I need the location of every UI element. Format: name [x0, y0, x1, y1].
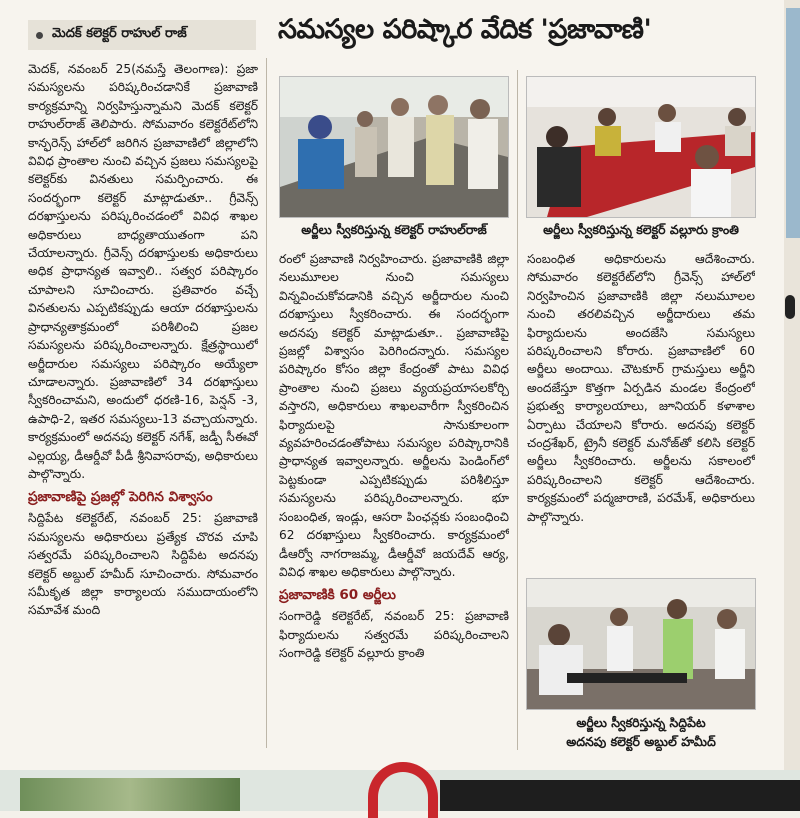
photo-additional-collector-abdul-hameed — [526, 578, 756, 710]
article-column-2 — [279, 250, 509, 750]
photo-caption-line: అదనపు కలెక్టర్ అబ్దుల్ హమీద్ — [566, 734, 716, 749]
photo-caption: అర్జీలు స్వీకరిస్తున్న కలెక్టర్ రాహుల్‌రాజ్ — [301, 222, 487, 237]
article-paragraph: రంలో ప్రజావాణి నిర్వహించారు. ప్రజావాణికి జిల్లా నలుమూలల నుంచి సమస్యలు విన్నవించుకోవడానికి వచ్చిన అర్జీదారుల నుంచి దరఖాస్తులు స్వీకరించారు. ఈ సందర్భంగా అదనపు కలెక్టర్ మాట్లాడుతూ.. ప్రజావాణిపై ప్రజల్లో విశ్వాసం పెరిగిందన్నారు. సమస్యల పరిష్కారం కోసం జిల్లా కేంద్రంతో పాటు వివిధ ప్రాంతాల నుంచి ప్రజలు వ్యయప్రయాసలకోర్చి వస్తారని, అధికారులు శాఖలవారీగా స్వీకరించిన ఫిర్యాదులపై సానుకూలంగా వ్యవహరించడంతోపాటు సమస్యల పరిష్కారానికి ప్రాధాన్యత ఇవ్వాలన్నారు. అర్జీలను పెండింగ్‌లో పెట్టకుండా ఎప్పటికప్పుడు పరిశీలిస్తూ సమస్యలను పరిష్కరించాలన్నారు. భూ సంబంధిత, ఇండ్లు, ఆసరా పింఛన్లకు సంబంధించి 62 దరఖాస్తులు స్వీకరించారు. కార్యక్రమంలో డీఆర్వో నాగరాజమ్మ, డీఆర్డీవో జయదేవ్ ఆర్య, వివిధ శాఖల అధికారులు పాల్గొన్నారు. — [279, 252, 509, 579]
location-tag-text: మెదక్ కలెక్టర్ రాహుల్ రాజ్ — [52, 26, 187, 41]
ad-red-arc — [368, 762, 438, 818]
photo-collector-valluru-kranthi — [526, 76, 756, 218]
column-divider — [266, 58, 267, 748]
article-column-3 — [527, 250, 755, 570]
subheading: ప్రజావాణికి 60 అర్జీలు — [279, 587, 396, 604]
article-paragraph: సిద్దిపేట కలెక్టరేట్, నవంబర్ 25: ప్రజావాణి సమస్యలను అధికారులు ప్రత్యేక చొరవ చూపి సత్వరమే పరిష్కరించాలని సిద్దిపేట అదనపు కలెక్టర్ అబ్దుల్ హమీద్ సూచించారు. సోమవారం సమీకృత జిల్లా కార్యాలయ సముదాయంలోని సమావేశ మంది — [28, 511, 258, 618]
column-divider — [517, 70, 518, 750]
article-paragraph: సంగారెడ్డి కలెక్టరేట్, నవంబర్ 25: ప్రజావాణి ఫిర్యాదులను సత్వరమే పరిష్కరించాలని సంగారెడ్డి కలెక్టర్ వల్లూరు క్రాంతి — [279, 609, 509, 661]
ad-dark-band — [440, 780, 800, 811]
photo-caption — [525, 713, 757, 751]
adjacent-marker — [785, 295, 795, 319]
photo-collector-rahul-raj — [279, 76, 509, 218]
bottom-advertisement — [0, 770, 800, 811]
photo-caption-line: అర్జీలు స్వీకరిస్తున్న సిద్దిపేట — [576, 715, 706, 730]
location-tag — [28, 20, 256, 50]
article-paragraph: సంబంధిత అధికారులను ఆదేశించారు. సోమవారం కలెక్టరేట్‌లోని గ్రీవెన్స్ హాల్‌లో నిర్వహించిన ప్రజావాణికి జిల్లా నలుమూలల నుంచి తరలివచ్చిన అర్జీదారులు తమ ఫిర్యాదులను అందజేసి సమస్యలు పరిష్కరించాలని కోరారు. ప్రజావాణిలో 60 అర్జీలు అందాయి. చౌటకూర్ గ్రామస్తులు అర్జీని అందజేస్తూ కొత్తగా ఏర్పడిన మండల కేంద్రంలో ప్రభుత్వ కార్యాలయాలు, జూనియర్ కళాశాల ఏర్పాటు చేయాలని కోరారు. అదనపు కలెక్టర్ చంద్రశేఖర్, ట్రైనీ కలెక్టర్ మనోజ్‌తో కలిసి కలెక్టర్ అర్జీలు స్వీకరించారు. అర్జీలను సకాలంలో పరిష్కరించాలని కలెక్టర్ ఆదేశించారు. కార్యక్రమంలో పద్మజారాణి, పరమేశ్, అధికారులు పాల్గొన్నారు. — [527, 252, 755, 524]
ad-tree-image — [20, 778, 240, 811]
subheading: ప్రజావాణిపై ప్రజల్లో పెరిగిన విశ్వాసం — [28, 489, 213, 506]
bullet-icon — [36, 32, 43, 39]
adjacent-photo — [786, 8, 800, 238]
headline: సమస్యల పరిష్కార వేదిక 'ప్రజావాణి' — [278, 14, 652, 45]
article-paragraph: మెదక్, నవంబర్ 25(నమస్తే తెలంగాణ): ప్రజా సమస్యలను పరిష్కరించడానికే ప్రజావాణి కార్యక్రమాన్ని నిర్వహిస్తున్నామని మెదక్ కలెక్టర్ రాహుల్‌రాజ్ తెలిపారు. సోమవారం కలెక్టరేట్‌లోని కాన్ఫరెన్స్ హాల్‌లో జరిగిన ప్రజావాణిలో జిల్లాలోని వివిధ ప్రాంతాల నుంచి వచ్చిన ప్రజలు సమస్యలపై కలెక్టర్‌కు వినతులు సమర్పించారు. ఈ సందర్భంగా కలెక్టర్ మాట్లాడుతూ.. గ్రీవెన్స్ దరఖాస్తులను పరిష్కరించడంలో వివిధ శాఖల అధికారులు బాధ్యతాయుతంగా పని చేయాలన్నారు. గ్రీవెన్స్ దరఖాస్తులకు అధికారులు అధిక ప్రాధాన్యత ఇవ్వాలి.. సత్వర పరిష్కారం చూపాలని సూచించారు. ప్రతివారం వచ్చే వినతులను ఎప్పటికప్పుడు ఆయా దరఖాస్తులను ప్రాధాన్యతాక్రమంలో పరిశీలించి ప్రజల సమస్యలను పరిష్కరించాలన్నారు. క్షేత్రస్థాయిలో అర్జీదారుల సమస్యలు పరిష్కారం అయ్యేలా చూడాలన్నారు. ప్రజావాణిలో 34 దరఖాస్తులు స్వీకరించామని, అందులో ధరణి-16, పెన్షన్ -3, ఉపాధి-2, ఇతర సమస్యలు-13 వచ్చాయన్నారు. కార్యక్రమంలో అదనపు కలెక్టర్ నగేశ్, జడ్పీ సీఈవో ఎల్లయ్య, డీఆర్డీవో పీడీ శ్రీనివాసరావు, అధికారులు పాల్గొన్నారు. — [28, 62, 258, 481]
photo-caption: అర్జీలు స్వీకరిస్తున్న కలెక్టర్ వల్లూరు క్రాంతి — [543, 222, 739, 237]
adjacent-article-strip — [784, 0, 800, 770]
article-column-1 — [28, 60, 258, 750]
